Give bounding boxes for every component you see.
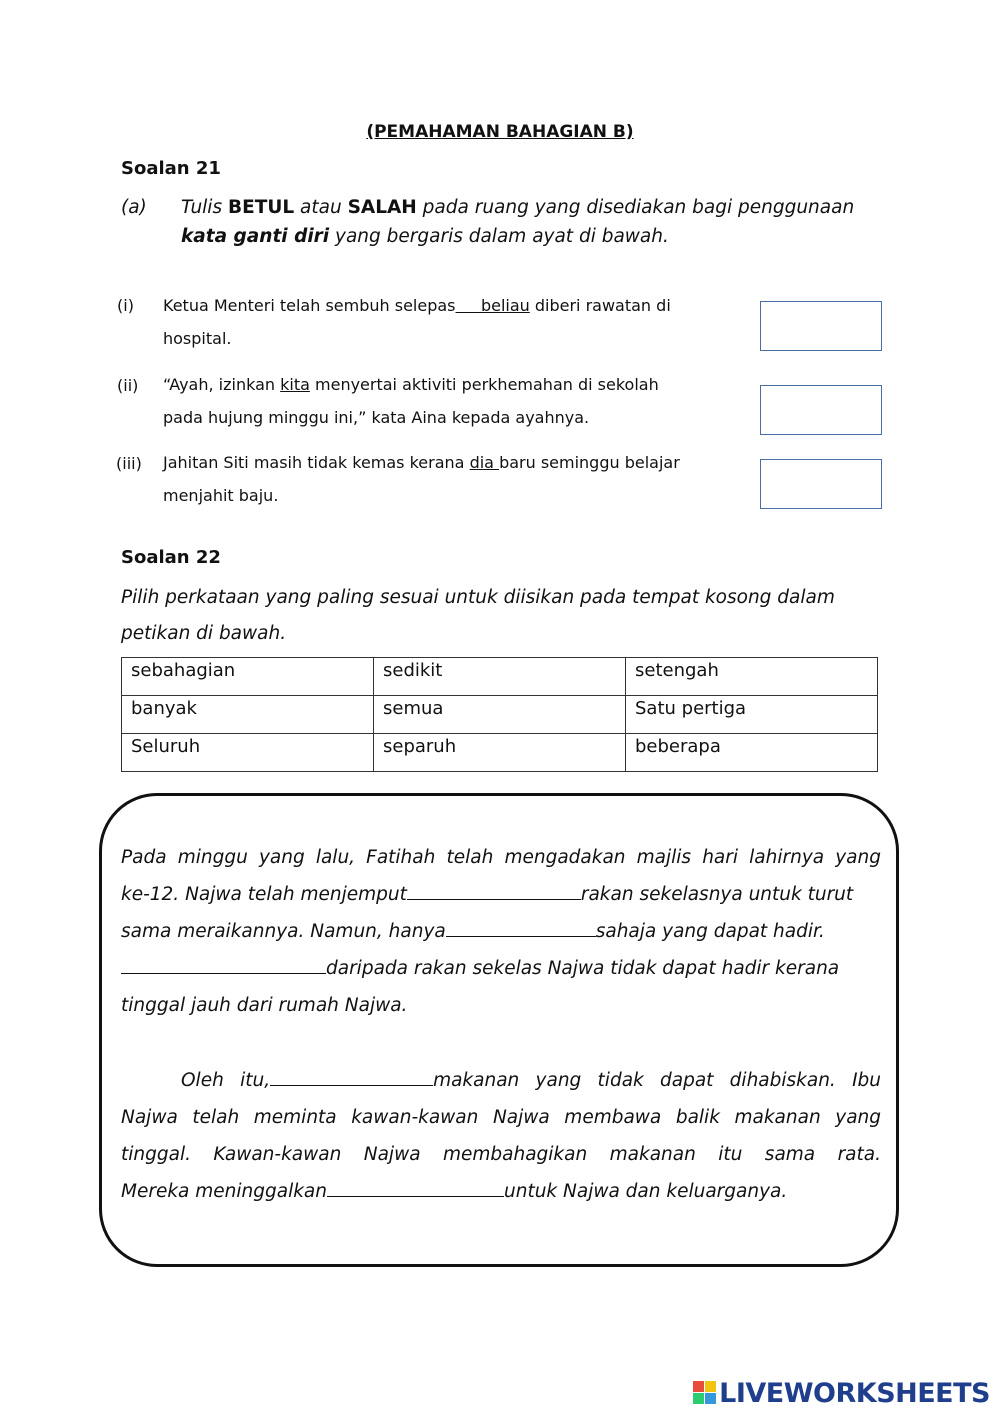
blank-5[interactable] bbox=[327, 1176, 504, 1197]
passage-text: Mereka meninggalkan bbox=[121, 1181, 327, 1202]
passage-text: daripada rakan sekelas Najwa tidak dapat hadir kerana bbox=[326, 958, 840, 979]
table-cell: separuh bbox=[374, 734, 626, 772]
item-text-i bbox=[163, 289, 743, 355]
passage-text: sahaja yang dapat hadir. bbox=[595, 921, 825, 942]
blank-2[interactable] bbox=[446, 916, 596, 937]
soalan-22-instruction bbox=[121, 580, 881, 652]
liveworksheets-logo bbox=[693, 1378, 990, 1409]
table-cell: sedikit bbox=[374, 658, 626, 696]
passage-line bbox=[121, 913, 881, 950]
passage-text: rakan sekelasnya untuk turut bbox=[580, 884, 854, 905]
instruction-line: petikan di bawah. bbox=[121, 623, 287, 644]
item-label-iii: (iii) bbox=[116, 454, 142, 473]
table-cell: Seluruh bbox=[122, 734, 374, 772]
sentence-text: menjahit baju. bbox=[163, 486, 279, 505]
passage-paragraph-2 bbox=[121, 1062, 881, 1210]
table-cell: sebahagian bbox=[122, 658, 374, 696]
brand-text: LIVEWORKSHEETS bbox=[719, 1378, 990, 1409]
sentence-text: Jahitan Siti masih tidak kemas kerana bbox=[163, 453, 470, 472]
blank-1[interactable] bbox=[407, 879, 581, 900]
part-label: (a) bbox=[121, 197, 147, 218]
blank-3[interactable] bbox=[121, 953, 326, 974]
table-cell: Satu pertiga bbox=[626, 696, 878, 734]
sentence-text: baru seminggu belajar bbox=[499, 453, 680, 472]
passage-line bbox=[121, 1173, 881, 1210]
instr-text: yang bergaris dalam ayat di bawah. bbox=[329, 226, 669, 247]
table-cell: semua bbox=[374, 696, 626, 734]
passage-line: Najwa telah meminta kawan-kawan Najwa membawa balik makanan yang bbox=[121, 1107, 881, 1128]
table-row bbox=[122, 696, 878, 734]
page-title: (PEMAHAMAN BAHAGIAN B) bbox=[366, 122, 634, 142]
passage-text: sama meraikannya. Namun, hanya bbox=[121, 921, 446, 942]
passage-text: Oleh itu, bbox=[181, 1070, 271, 1091]
sentence-text: pada hujung minggu ini,” kata Aina kepada ayahnya. bbox=[163, 408, 590, 427]
soalan-21-instruction bbox=[121, 193, 881, 251]
logo-icon bbox=[693, 1381, 717, 1405]
instr-kata-ganti-diri: kata ganti diri bbox=[181, 226, 330, 247]
word-bank-table bbox=[121, 657, 878, 772]
instr-betul: BETUL bbox=[227, 197, 295, 218]
table-row bbox=[122, 734, 878, 772]
sentence-text: Ketua Menteri telah sembuh selepas bbox=[163, 296, 456, 315]
passage-line: Pada minggu yang lalu, Fatihah telah mengadakan majlis hari lahirnya yang bbox=[121, 847, 881, 868]
soalan-22-heading: Soalan 22 bbox=[121, 547, 221, 568]
soalan-21-heading: Soalan 21 bbox=[121, 158, 221, 179]
item-label-ii: (ii) bbox=[117, 376, 139, 395]
blank-4[interactable] bbox=[270, 1065, 433, 1086]
passage-line bbox=[121, 876, 881, 913]
passage-line bbox=[121, 1062, 881, 1099]
answer-box-ii[interactable] bbox=[760, 385, 882, 435]
sentence-text: menyertai aktiviti perkhemahan di sekolah bbox=[309, 375, 659, 394]
table-row bbox=[122, 658, 878, 696]
answer-box-i[interactable] bbox=[760, 301, 882, 351]
passage-line: tinggal. Kawan-kawan Najwa membahagikan makanan itu sama rata. bbox=[121, 1144, 881, 1165]
passage-text: makanan yang tidak dapat dihabiskan. Ibu bbox=[433, 1070, 881, 1091]
item-label-i: (i) bbox=[117, 296, 134, 315]
sentence-text: hospital. bbox=[163, 329, 232, 348]
passage-text: ke-12. Najwa telah menjemput bbox=[121, 884, 407, 905]
instr-text: Tulis bbox=[181, 197, 228, 218]
sentence-text: “Ayah, izinkan bbox=[163, 375, 281, 394]
table-cell: setengah bbox=[626, 658, 878, 696]
sentence-text: diberi rawatan di bbox=[529, 296, 671, 315]
underlined-pronoun: kita bbox=[280, 375, 310, 394]
answer-box-iii[interactable] bbox=[760, 459, 882, 509]
instruction-line: Pilih perkataan yang paling sesuai untuk diisikan pada tempat kosong dalam bbox=[121, 587, 835, 608]
underlined-pronoun: beliau bbox=[455, 296, 530, 315]
passage-paragraph-1 bbox=[121, 839, 881, 1024]
passage-line: tinggal jauh dari rumah Najwa. bbox=[121, 995, 408, 1016]
item-text-iii bbox=[163, 446, 743, 512]
instr-text: pada ruang yang disediakan bagi penggunaan bbox=[416, 197, 855, 218]
table-cell: banyak bbox=[122, 696, 374, 734]
table-cell: beberapa bbox=[626, 734, 878, 772]
instr-text: atau bbox=[294, 197, 348, 218]
passage-text: untuk Najwa dan keluarganya. bbox=[504, 1181, 788, 1202]
item-text-ii bbox=[163, 368, 743, 434]
underlined-pronoun: dia bbox=[469, 453, 500, 472]
passage-line bbox=[121, 950, 881, 987]
instr-salah: SALAH bbox=[347, 197, 417, 218]
